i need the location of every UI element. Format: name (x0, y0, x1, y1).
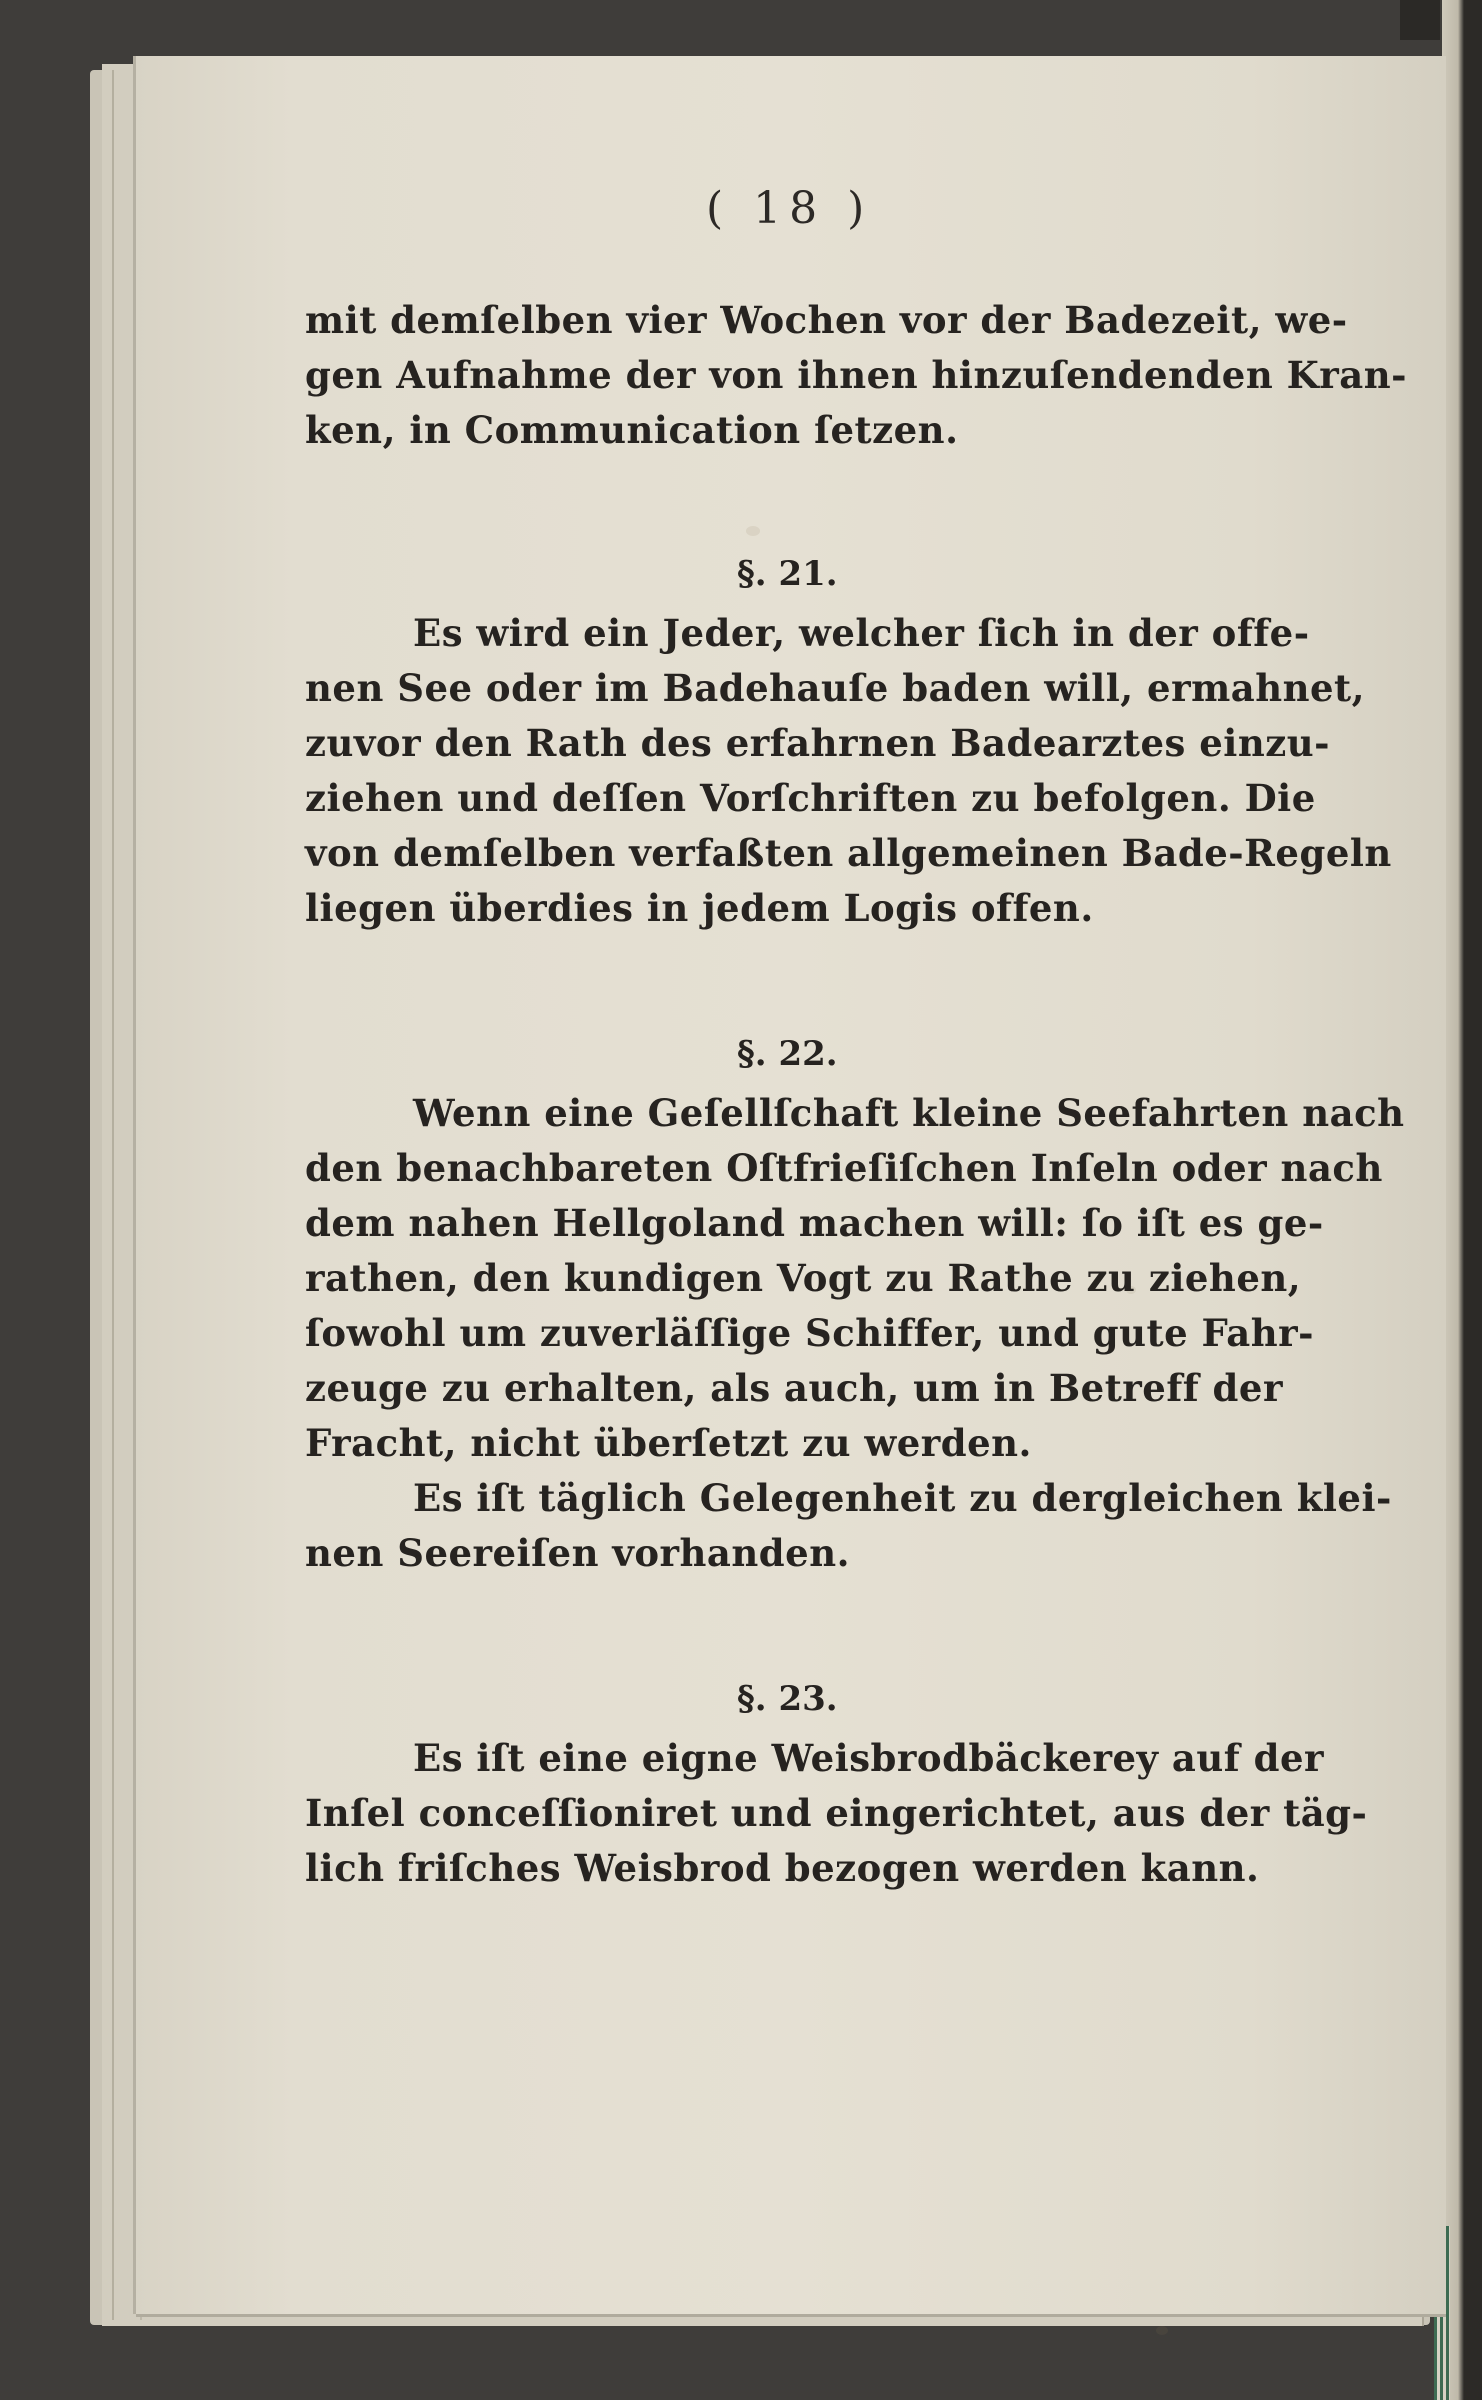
foxing-spot (1156, 2326, 1168, 2335)
text-line: Fracht, nicht überſetzt zu werden. (305, 1421, 1032, 1465)
text-line: rathen, den kundigen Vogt zu Rathe zu ziehen, (305, 1256, 1302, 1300)
text-line: Es iſt eine eigne Weisbrodbäckerey auf der (413, 1736, 1324, 1780)
page-number: ( 18 ) (706, 183, 873, 234)
text-line: gen Aufnahme der von ihnen hinzuſendenden Kran- (305, 353, 1408, 397)
text-line: nen See oder im Badehauſe baden will, ermahnet, (305, 666, 1366, 710)
text-line: zeuge zu erhalten, als auch, um in Betreff der (305, 1366, 1283, 1410)
text-line: ken, in Communication ſetzen. (305, 408, 959, 452)
text-line: Inſel conceſſioniret und eingerichtet, aus der täg- (305, 1791, 1368, 1835)
text-line: Es iſt täglich Gelegenheit zu dergleichen klei- (413, 1476, 1392, 1520)
text-line: mit demſelben vier Wochen vor der Badezeit, we- (305, 298, 1348, 342)
text-line: nen Seereiſen vorhanden. (305, 1531, 850, 1575)
text-line: zuvor den Rath des erfahrnen Badearztes einzu- (305, 721, 1331, 765)
text-line: lich friſches Weisbrod bezogen werden kann. (305, 1846, 1260, 1890)
section-heading-22: §. 22. (737, 1034, 838, 1074)
section-heading-21: §. 21. (737, 554, 838, 594)
text-line: von demſelben verfaßten allgemeinen Bade-Regeln (305, 831, 1392, 875)
binding-corner (1400, 0, 1440, 40)
text-line: ziehen und deſſen Vorſchriften zu befolgen. Die (305, 776, 1316, 820)
book-spine (1442, 0, 1482, 2400)
section-heading-23: §. 23. (737, 1679, 838, 1719)
text-line: Es wird ein Jeder, welcher ſich in der offe- (413, 611, 1310, 655)
foxing-spot (746, 526, 760, 536)
text-line: ſowohl um zuverläſſige Schiffer, und gute Fahr- (305, 1311, 1315, 1355)
text-line: Wenn eine Geſellſchaft kleine Seefahrten nach (413, 1091, 1405, 1135)
text-line: den benachbareten Oſtfrieſiſchen Inſeln oder nach (305, 1146, 1383, 1190)
text-line: liegen überdies in jedem Logis offen. (305, 886, 1094, 930)
text-line: dem nahen Hellgoland machen will: ſo iſt es ge- (305, 1201, 1324, 1245)
